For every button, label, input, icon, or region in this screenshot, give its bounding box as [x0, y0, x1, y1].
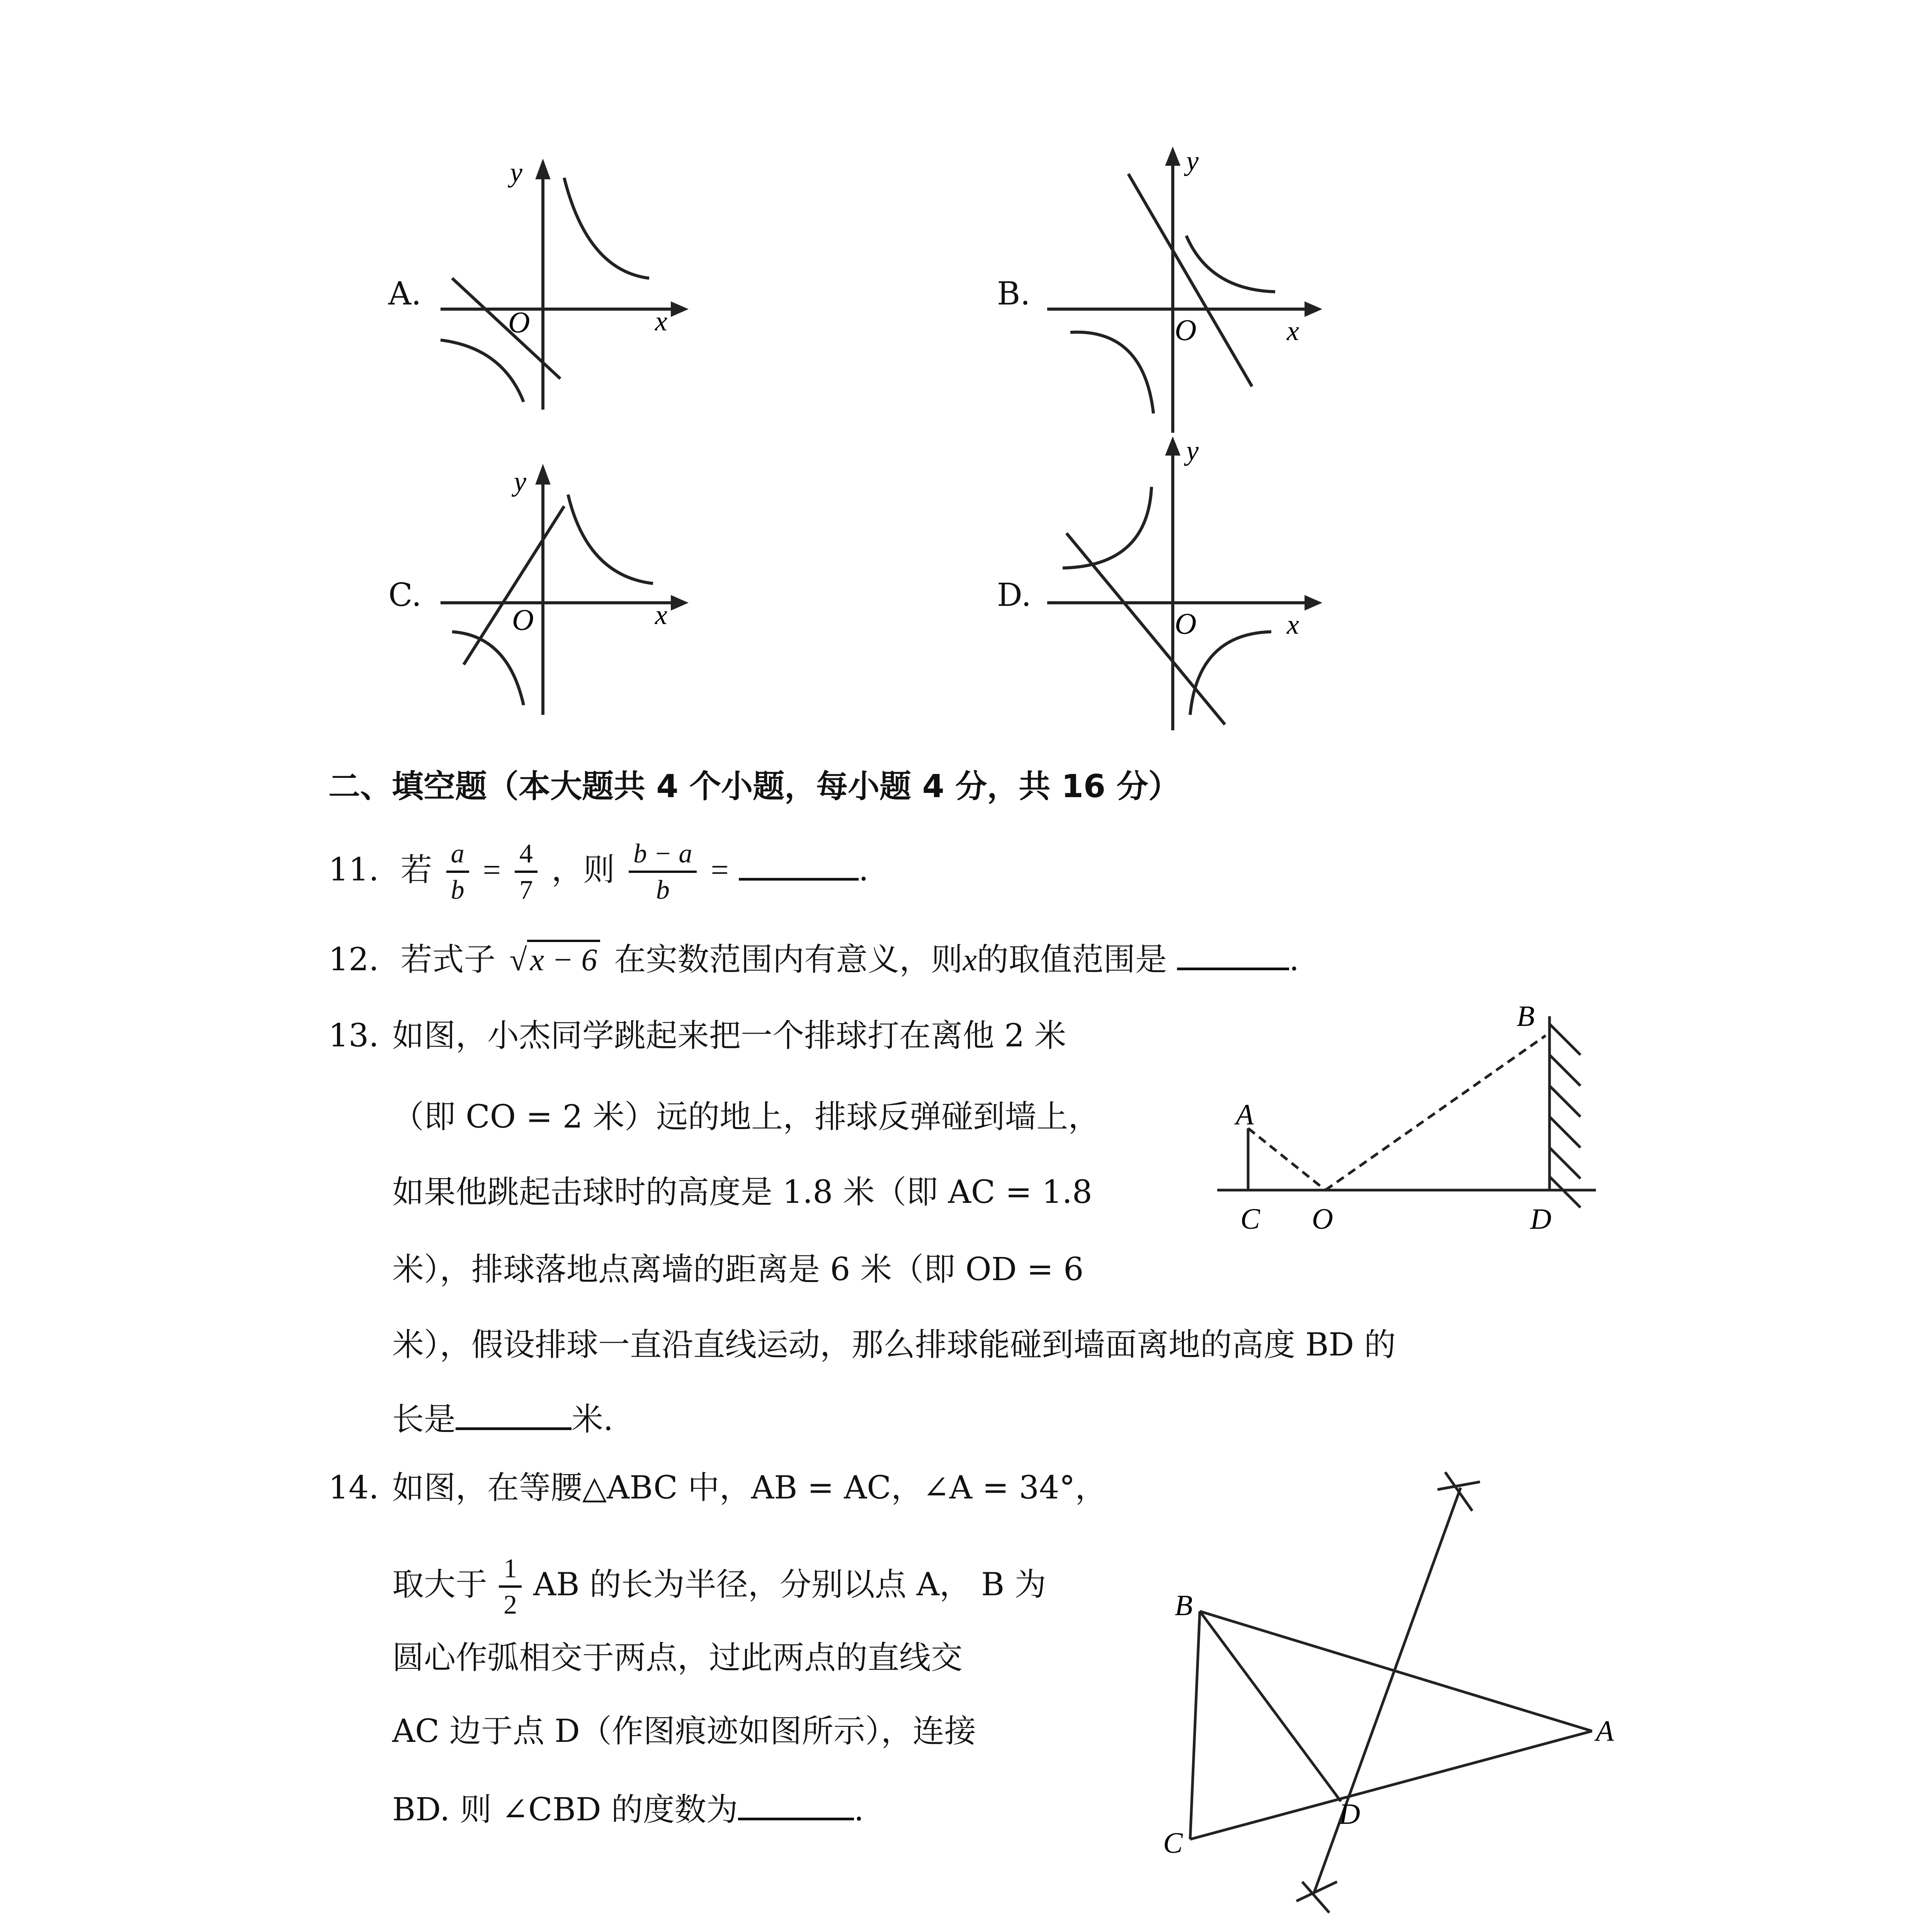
y-axis-label: y — [510, 157, 522, 188]
choice-a-graph — [425, 155, 696, 417]
answer-blank[interactable] — [739, 853, 859, 881]
y-axis-label: y — [514, 466, 526, 497]
answer-blank[interactable] — [456, 1403, 572, 1430]
point-d-label: D — [1530, 1203, 1551, 1235]
origin-label: O — [512, 603, 534, 636]
question-13-line-6: 长是 米. — [392, 1401, 614, 1438]
question-13-line-4: 米），排球落地点离墙的距离是 6 米（即 OD = 6 — [392, 1251, 1084, 1288]
choice-d-label: D. — [997, 577, 1031, 614]
point-d-label: D — [1339, 1798, 1360, 1830]
fraction-a-over-b: $\frac{a}{b}$ — [446, 840, 469, 904]
point-b-label: B — [1517, 1001, 1535, 1032]
question-14-line-4: AC 边于点 D（作图痕迹如图所示），连接 — [392, 1713, 976, 1750]
point-a-label: A — [1236, 1099, 1254, 1131]
question-13-line-1: 如图，小杰同学跳起来把一个排球打在离他 2 米 — [392, 1017, 1067, 1054]
vertex-c-label: C — [1163, 1827, 1183, 1859]
volleyball-figure — [1209, 1001, 1619, 1240]
origin-label: O — [508, 305, 530, 339]
question-14-number: 14. — [328, 1469, 379, 1506]
choice-d-graph — [1036, 437, 1337, 738]
answer-blank[interactable] — [1177, 943, 1289, 970]
choice-b-label: B. — [997, 276, 1031, 312]
y-axis-label: y — [1186, 437, 1199, 466]
section-heading-fill-in: 二、填空题（本大题共 4 个小题，每小题 4 分，共 16 分） — [328, 768, 1180, 805]
question-14-line-2: 取大于 $\frac{1}{2}$ AB 的长为半径，分别以点 A， B 为 — [392, 1554, 1046, 1620]
question-13-number: 13. — [328, 1017, 379, 1054]
x-axis-label: x — [655, 306, 667, 337]
x-axis-label: x — [1287, 609, 1299, 640]
point-o-label: O — [1312, 1203, 1333, 1235]
vertex-b-label: B — [1175, 1589, 1193, 1622]
choice-c-label: C. — [388, 577, 422, 614]
x-axis-label: x — [655, 599, 667, 630]
choice-b-graph — [1036, 147, 1337, 440]
fraction-b-minus-a-over-b: $\frac{b - a}{b}$ — [629, 840, 697, 904]
origin-label: O — [1175, 607, 1197, 640]
choice-a-label: A. — [388, 276, 422, 312]
question-number: 11. — [328, 851, 379, 888]
y-axis-label: y — [1186, 147, 1199, 176]
question-13-line-2: （即 CO = 2 米）远的地上，排球反弹碰到墙上， — [392, 1099, 1100, 1135]
question-13-line-5: 米），假设排球一直沿直线运动，那么排球能碰到墙面离地的高度 BD 的 — [392, 1327, 1396, 1363]
point-c-label: C — [1240, 1203, 1260, 1235]
answer-blank[interactable] — [738, 1793, 854, 1820]
question-14-line-5: BD. 则 ∠CBD 的度数为 . — [392, 1791, 864, 1828]
question-11: 11. 若 $\frac{a}{b}$ = $\frac{4}{7}$ ，则 $\frac{b - a}{b}$ = . — [328, 839, 869, 905]
x-axis-label: x — [1287, 315, 1299, 346]
triangle-construction-figure — [1152, 1453, 1654, 1924]
choice-c-graph — [425, 460, 696, 723]
origin-label: O — [1175, 313, 1197, 347]
question-number: 12. — [328, 941, 379, 978]
radical-expression: √x − 6 — [510, 942, 600, 977]
vertex-a-label: A — [1596, 1715, 1614, 1747]
fraction-one-half: $\frac{1}{2}$ — [499, 1555, 522, 1619]
question-12: 12. 若式子 √x − 6 在实数范围内有意义，则x的取值范围是 . — [328, 943, 1299, 976]
fraction-4-over-7: $\frac{4}{7}$ — [515, 840, 538, 904]
question-14-line-1: 如图，在等腰△ABC 中，AB = AC，∠A = 34°， — [392, 1469, 1107, 1506]
question-13-line-3: 如果他跳起击球时的高度是 1.8 米（即 AC = 1.8 — [392, 1174, 1092, 1211]
question-14-line-3: 圆心作弧相交于两点，过此两点的直线交 — [392, 1639, 963, 1676]
